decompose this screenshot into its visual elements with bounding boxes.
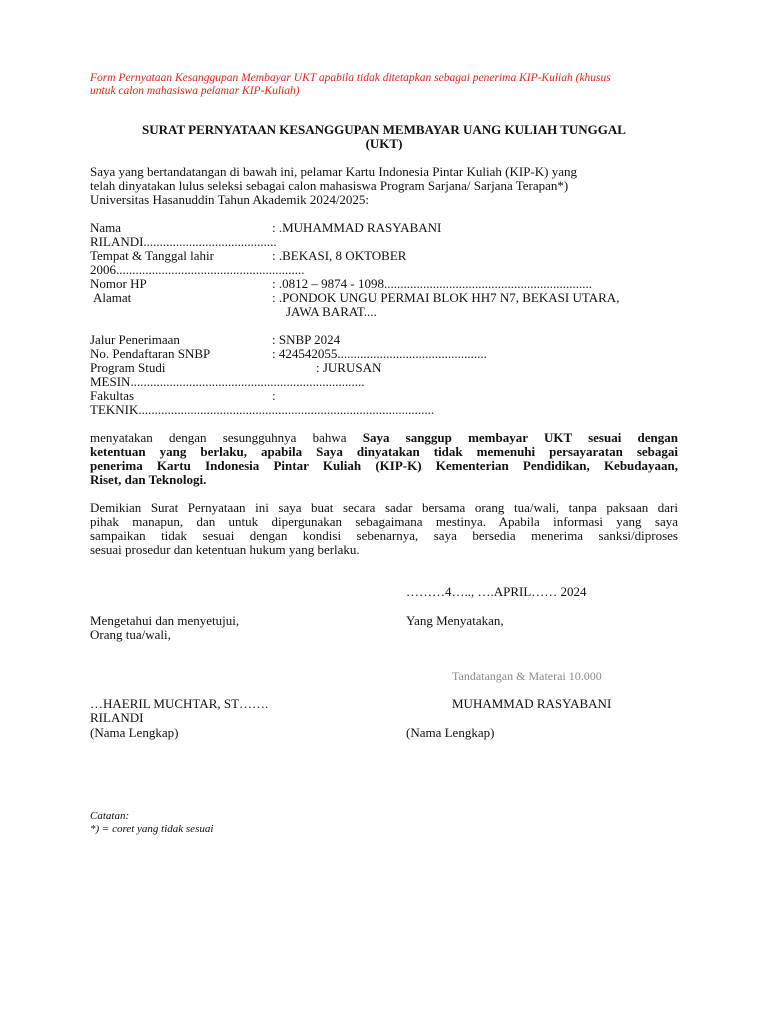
field-value-jalur: : SNBP 2024 — [272, 332, 341, 347]
field-label-nama: Nama — [90, 220, 122, 235]
field-label-nodaftar: No. Pendaftaran SNBP — [90, 346, 211, 361]
signature-date: ………4….., ….APRIL…… 2024 — [406, 584, 587, 599]
field-label-fakultas: Fakultas — [90, 388, 135, 403]
signature-right-line-1: Yang Menyatakan, — [406, 613, 504, 628]
field-label-prodi: Program Studi — [90, 360, 166, 375]
document-title-line-2: (UKT) — [365, 136, 403, 151]
field-label-hp: Nomor HP — [90, 276, 147, 291]
intro-line-3: Universitas Hasanuddin Tahun Akademik 2024/2025: — [90, 192, 370, 207]
field-value-hp: : .0812 – 9874 - 1098................................................................ — [272, 276, 592, 291]
field-value-ttl: : .BEKASI, 8 OKTOBER — [272, 248, 407, 263]
field-value-ttl-cont: 2006.......................................................... — [90, 262, 305, 277]
field-value-prodi: : JURUSAN — [316, 360, 382, 375]
applicant-name-cont: RILANDI — [90, 710, 144, 725]
field-value-nama: : .MUHAMMAD RASYABANI — [272, 220, 442, 235]
closing-line-1: Demikian Surat Pernyataan ini saya buat secara sadar bersama orang tua/wali, tanpa paksaan dari — [90, 500, 678, 515]
materai-placeholder: Tandatangan & Materai 10.000 — [452, 669, 602, 683]
field-label-alamat: Alamat — [93, 290, 132, 305]
field-value-fakultas: : — [272, 388, 276, 403]
closing-line-4: sesuai prosedur dan ketentuan hukum yang berlaku. — [90, 542, 360, 557]
intro-line-2: telah dinyatakan lulus seleksi sebagai calon mahasiswa Program Sarjana/ Sarjana Terapan*) — [90, 178, 569, 193]
statement-line-3: penerima Kartu Indonesia Pintar Kuliah (KIP-K) Kementerian Pendidikan, Kebudayaan, — [90, 458, 678, 473]
footnote-text: *) = coret yang tidak sesuai — [90, 823, 214, 835]
statement-line-4: Riset, dan Teknologi. — [90, 472, 207, 487]
header-note-line-2: untuk calon mahasiswa pelamar KIP-Kuliah) — [90, 85, 300, 97]
signature-left-line-2: Orang tua/wali, — [90, 627, 171, 642]
closing-line-3: sampaikan tidak sesuai dengan kondisi sebenarnya, saya bersedia menerima sanksi/diproses — [90, 528, 678, 543]
footnote-label: Catatan: — [90, 810, 130, 822]
statement-line-1 — [90, 431, 678, 445]
closing-line-2: pihak manapun, dan untuk dipergunakan sebagaimana mestinya. Apabila informasi yang saya — [90, 514, 678, 529]
parent-name: …HAERIL MUCHTAR, ST……. — [90, 696, 269, 711]
field-value-alamat-cont: JAWA BARAT.... — [286, 304, 377, 319]
applicant-name: MUHAMMAD RASYABANI — [452, 696, 612, 711]
left-name-caption: (Nama Lengkap) — [90, 725, 179, 740]
field-value-fakultas-cont: TEKNIK........................................................................................... — [90, 402, 435, 417]
document-title-line-1: SURAT PERNYATAAN KESANGGUPAN MEMBAYAR UANG KULIAH TUNGGAL — [142, 122, 626, 137]
field-value-alamat: : .PONDOK UNGU PERMAI BLOK HH7 N7, BEKASI UTARA, — [272, 290, 620, 305]
statement-text-normal: menyatakan dengan sesungguhnya bahwa — [90, 430, 363, 445]
right-name-caption: (Nama Lengkap) — [406, 725, 495, 740]
header-note-line-1: Form Pernyataan Kesanggupan Membayar UKT apabila tidak ditetapkan sebagai penerima KIP-Kuliah (khusus — [90, 72, 611, 84]
statement-line-2: ketentuan yang berlaku, apabila Saya dinyatakan tidak memenuhi persayaratan sebagai — [90, 444, 678, 459]
statement-text-bold: Saya sanggup membayar UKT sesuai dengan — [362, 430, 678, 445]
field-label-jalur: Jalur Penerimaan — [90, 332, 180, 347]
signature-left-line-1: Mengetahui dan menyetujui, — [90, 613, 240, 628]
field-value-nodaftar: : 424542055.............................................. — [272, 346, 487, 361]
field-value-prodi-cont: MESIN........................................................................ — [90, 374, 365, 389]
field-value-nama-cont: RILANDI......................................... — [90, 234, 277, 249]
field-label-ttl: Tempat & Tanggal lahir — [90, 248, 214, 263]
intro-line-1: Saya yang bertandatangan di bawah ini, pelamar Kartu Indonesia Pintar Kuliah (KIP-K) yang — [90, 164, 577, 179]
